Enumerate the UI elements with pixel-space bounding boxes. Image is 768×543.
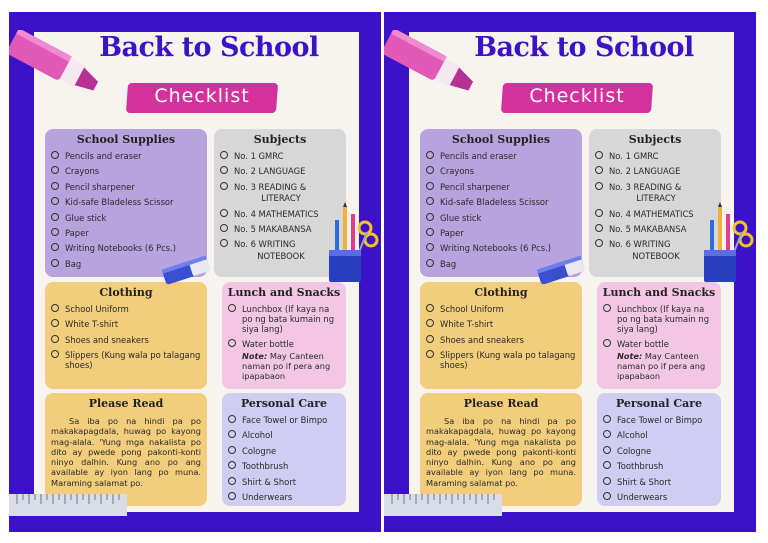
checklist-item[interactable]: [51, 304, 203, 314]
checklist-item-label: Alcohol: [617, 430, 648, 441]
checklist-item[interactable]: [51, 350, 203, 370]
checkbox-circle-icon[interactable]: [426, 304, 434, 312]
checklist-item[interactable]: [51, 197, 203, 207]
checklist-item-label: Underwears: [242, 491, 293, 502]
checklist-item[interactable]: [603, 430, 717, 440]
checklist-item-label: Pencils and eraser: [65, 151, 142, 161]
please-read-heading: Please Read: [88, 397, 164, 410]
checklist-item[interactable]: [228, 339, 342, 349]
checklist-item-label: Face Towel or Bimpo: [242, 415, 328, 425]
checklist-item[interactable]: [51, 335, 203, 345]
checkbox-circle-icon[interactable]: [51, 213, 59, 221]
checklist-item-label: Paper: [440, 227, 464, 238]
checklist-item-label: School Uniform: [440, 304, 504, 314]
checkbox-circle-icon[interactable]: [426, 151, 434, 159]
eraser-icon: [157, 250, 217, 290]
clothing-heading: Clothing: [99, 286, 153, 299]
checkbox-circle-icon[interactable]: [426, 319, 434, 327]
checkbox-circle-icon[interactable]: [228, 477, 236, 485]
checklist-item-label: Glue stick: [440, 212, 482, 223]
checkbox-circle-icon[interactable]: [51, 243, 59, 251]
checklist-item[interactable]: [228, 477, 342, 487]
note-label: Note:: [617, 350, 643, 361]
checklist-item-label: School Uniform: [65, 304, 129, 314]
checklist-item-label: No. 1 GMRC: [609, 151, 659, 161]
checklist-item-label: No. 2 LANGUAGE: [234, 166, 306, 177]
checkbox-circle-icon[interactable]: [51, 228, 59, 236]
pencil-cup-icon: [321, 202, 381, 292]
checkbox-circle-icon[interactable]: [603, 304, 611, 312]
checklist-item[interactable]: [228, 461, 342, 471]
checkbox-circle-icon[interactable]: [51, 182, 59, 190]
lunch-heading: Lunch and Snacks: [227, 286, 341, 299]
checklist-item-label: Pencil sharpener: [65, 181, 135, 192]
checklist-item[interactable]: [603, 446, 717, 456]
checkbox-circle-icon[interactable]: [228, 415, 236, 423]
checklist-page-left: [9, 12, 381, 532]
checkbox-circle-icon[interactable]: [426, 228, 434, 236]
eraser-icon: [532, 250, 592, 290]
clothing-box: [45, 282, 207, 389]
checkbox-circle-icon[interactable]: [595, 182, 603, 190]
checkbox-circle-icon[interactable]: [595, 209, 603, 217]
checkbox-circle-icon[interactable]: [603, 477, 611, 485]
checklist-item[interactable]: [51, 151, 203, 161]
checkbox-circle-icon[interactable]: [228, 339, 236, 347]
checkbox-circle-icon[interactable]: [51, 151, 59, 159]
checklist-item[interactable]: [220, 182, 342, 192]
checkbox-circle-icon[interactable]: [426, 335, 434, 343]
checkbox-circle-icon[interactable]: [220, 209, 228, 217]
checklist-item[interactable]: [603, 477, 717, 487]
checklist-item[interactable]: [603, 461, 717, 471]
checklist-item[interactable]: [220, 151, 342, 161]
checklist-item-label: Cologne: [242, 445, 277, 456]
checklist-item[interactable]: [426, 166, 578, 176]
checklist-item-label: Paper: [65, 227, 89, 238]
checkbox-circle-icon[interactable]: [603, 415, 611, 423]
personal-care-heading: Personal Care: [240, 397, 328, 410]
checkbox-circle-icon[interactable]: [426, 243, 434, 251]
checklist-item[interactable]: [603, 304, 717, 334]
lunch-box: [597, 282, 721, 389]
checklist-item[interactable]: [603, 415, 717, 425]
page-title: Back to School: [474, 32, 694, 63]
lunch-note: [242, 351, 342, 381]
checkbox-circle-icon[interactable]: [51, 304, 59, 312]
subjects-heading: Subjects: [253, 133, 307, 146]
checklist-item[interactable]: [426, 151, 578, 161]
page-subtitle: Checklist: [529, 85, 625, 107]
checklist-item-label: Kid-safe Bladeless Scissor: [440, 197, 549, 208]
checklist-item[interactable]: [228, 430, 342, 440]
checklist-item-label: No. 3 READING &: [234, 181, 307, 192]
checklist-item-label: Toothbrush: [242, 461, 289, 472]
checklist-item-label: Writing Notebooks (6 Pcs.): [440, 243, 552, 254]
checklist-item-label: No. 6 WRITING: [234, 239, 296, 250]
checklist-item-label: No. 5 MAKABANSA: [234, 223, 312, 234]
checklist-item-label: Crayons: [440, 166, 475, 177]
checkbox-circle-icon[interactable]: [595, 239, 603, 247]
checkbox-circle-icon[interactable]: [603, 492, 611, 500]
checklist-item-label: Shoes and sneakers: [65, 334, 149, 345]
checklist-item[interactable]: [228, 415, 342, 425]
checklist-item[interactable]: [603, 492, 717, 502]
checkbox-circle-icon[interactable]: [51, 350, 59, 358]
lunch-heading: Lunch and Snacks: [602, 286, 716, 299]
checkbox-circle-icon[interactable]: [426, 259, 434, 267]
checklist-item-label: No. 2 LANGUAGE: [609, 166, 681, 177]
checklist-item[interactable]: [595, 151, 717, 161]
checklist-item[interactable]: [228, 446, 342, 456]
checklist-item[interactable]: [426, 213, 578, 223]
checklist-item-label: LITERACY: [636, 193, 676, 204]
checklist-item-label: Slippers (Kung wala po talagang shoes): [65, 350, 201, 371]
note-text: May Canteen naman po if pera ang ipapabaon: [242, 350, 331, 381]
checklist-item[interactable]: [426, 197, 578, 207]
checkbox-circle-icon[interactable]: [220, 239, 228, 247]
checklist-item[interactable]: [51, 228, 203, 238]
checklist-item-label: No. 4 MATHEMATICS: [609, 208, 694, 219]
checklist-item-label: No. 5 MAKABANSA: [609, 223, 687, 234]
checklist-item-label: Writing Notebooks (6 Pcs.): [65, 243, 177, 254]
ruler-icon: [9, 490, 129, 520]
checklist-item[interactable]: [426, 182, 578, 192]
subjects-heading: Subjects: [628, 133, 682, 146]
checkbox-circle-icon[interactable]: [51, 259, 59, 267]
page-title: Back to School: [99, 32, 319, 63]
checklist-item-label: Water bottle: [617, 339, 669, 350]
checklist-item-label: Toothbrush: [617, 461, 664, 472]
checklist-item-label: No. 3 READING &: [609, 181, 682, 192]
school-supplies-heading: School Supplies: [451, 133, 551, 146]
checkbox-circle-icon[interactable]: [603, 430, 611, 438]
clothing-heading: Clothing: [474, 286, 528, 299]
checklist-item[interactable]: [51, 166, 203, 176]
checkbox-circle-icon[interactable]: [220, 151, 228, 159]
checkbox-circle-icon[interactable]: [228, 446, 236, 454]
checklist-item-label: NOTEBOOK: [632, 250, 680, 261]
pencil-cup-icon: [696, 202, 756, 292]
checklist-item-label: Crayons: [65, 166, 100, 177]
checklist-item[interactable]: [426, 228, 578, 238]
checklist-item[interactable]: [595, 166, 717, 176]
checklist-item[interactable]: [603, 339, 717, 349]
checkbox-circle-icon[interactable]: [228, 430, 236, 438]
checklist-item-label: NOTEBOOK: [257, 250, 305, 261]
checklist-item-label: Slippers (Kung wala po talagang shoes): [440, 350, 576, 371]
checkbox-circle-icon[interactable]: [603, 446, 611, 454]
checklist-item[interactable]: [220, 166, 342, 176]
checkbox-circle-icon[interactable]: [228, 461, 236, 469]
checklist-item-label: Pencils and eraser: [440, 151, 517, 161]
checklist-item-label: Alcohol: [242, 430, 273, 441]
checkbox-circle-icon[interactable]: [426, 213, 434, 221]
checklist-item[interactable]: [51, 319, 203, 329]
checkbox-circle-icon[interactable]: [426, 182, 434, 190]
checklist-item-label: Lunchbox (If kaya na po ng bata kumain ng siya lang): [242, 304, 335, 334]
checklist-item[interactable]: [426, 335, 578, 345]
checklist-item-label: Glue stick: [65, 212, 107, 223]
checkbox-circle-icon[interactable]: [220, 166, 228, 174]
personal-care-heading: Personal Care: [615, 397, 703, 410]
checkbox-circle-icon[interactable]: [228, 304, 236, 312]
lunch-note: [617, 351, 717, 381]
checklist-page-right: [384, 12, 756, 532]
checklist-item-label: Shirt & Short: [242, 476, 297, 487]
checklist-item-label: No. 6 WRITING: [609, 239, 671, 250]
checklist-item-label: Underwears: [617, 491, 668, 502]
ruler-icon: [384, 490, 504, 520]
checklist-item-label: White T-shirt: [440, 319, 494, 330]
checklist-item[interactable]: [426, 350, 578, 370]
please-read-text: Sa iba po na hindi pa po makakapagdala, huwag po kayong mag-alala. 'Yung mga nakalista po dito ay pwede pong pakonti-konti ninyo dalhin. Kung ano po ang available ay iyon lang po muna. Maraming salamat po.: [51, 416, 201, 488]
school-supplies-heading: School Supplies: [76, 133, 176, 146]
checklist-item-label: Kid-safe Bladeless Scissor: [65, 197, 174, 208]
checkbox-circle-icon[interactable]: [51, 166, 59, 174]
checklist-item-label: LITERACY: [261, 193, 301, 204]
checkbox-circle-icon[interactable]: [426, 166, 434, 174]
note-text: May Canteen naman po if pera ang ipapabaon: [617, 350, 706, 381]
checkbox-circle-icon[interactable]: [595, 224, 603, 232]
checklist-item-label: No. 1 GMRC: [234, 151, 284, 161]
checklist-item-label: Bag: [440, 258, 457, 269]
checklist-item-label: Cologne: [617, 445, 652, 456]
checkbox-circle-icon[interactable]: [51, 319, 59, 327]
clothing-box: [420, 282, 582, 389]
checklist-item-label: Water bottle: [242, 339, 294, 350]
checklist-item-label: Shirt & Short: [617, 476, 672, 487]
checkbox-circle-icon[interactable]: [51, 335, 59, 343]
checklist-item[interactable]: [426, 319, 578, 329]
checklist-item[interactable]: [595, 182, 717, 192]
please-read-heading: Please Read: [463, 397, 539, 410]
checklist-item[interactable]: [51, 182, 203, 192]
note-label: Note:: [242, 350, 268, 361]
checkbox-circle-icon[interactable]: [603, 339, 611, 347]
checklist-item-label: Lunchbox (If kaya na po ng bata kumain ng siya lang): [617, 304, 710, 334]
checkbox-circle-icon[interactable]: [51, 197, 59, 205]
checklist-item-label: Bag: [65, 258, 82, 269]
personal-care-box: [222, 393, 346, 506]
checklist-item-label: No. 4 MATHEMATICS: [234, 208, 319, 219]
checkbox-circle-icon[interactable]: [220, 224, 228, 232]
checklist-item-label: Shoes and sneakers: [440, 334, 524, 345]
checkbox-circle-icon[interactable]: [426, 350, 434, 358]
checkbox-circle-icon[interactable]: [595, 166, 603, 174]
checklist-item-label: Pencil sharpener: [440, 181, 510, 192]
personal-care-box: [597, 393, 721, 506]
checkbox-circle-icon[interactable]: [228, 492, 236, 500]
page-subtitle: Checklist: [154, 85, 250, 107]
checklist-item-label: Face Towel or Bimpo: [617, 415, 703, 425]
checkbox-circle-icon[interactable]: [603, 461, 611, 469]
checklist-item[interactable]: [228, 492, 342, 502]
checklist-item[interactable]: [426, 304, 578, 314]
checkbox-circle-icon[interactable]: [426, 197, 434, 205]
lunch-box: [222, 282, 346, 389]
checkbox-circle-icon[interactable]: [220, 182, 228, 190]
checklist-item[interactable]: [51, 213, 203, 223]
checkbox-circle-icon[interactable]: [595, 151, 603, 159]
checklist-item[interactable]: [228, 304, 342, 334]
please-read-text: Sa iba po na hindi pa po makakapagdala, huwag po kayong mag-alala. 'Yung mga nakalista po dito ay pwede pong pakonti-konti ninyo dalhin. Kung ano po ang available ay iyon lang po muna. Maraming salamat po.: [426, 416, 576, 488]
checklist-item-label: White T-shirt: [65, 319, 119, 330]
